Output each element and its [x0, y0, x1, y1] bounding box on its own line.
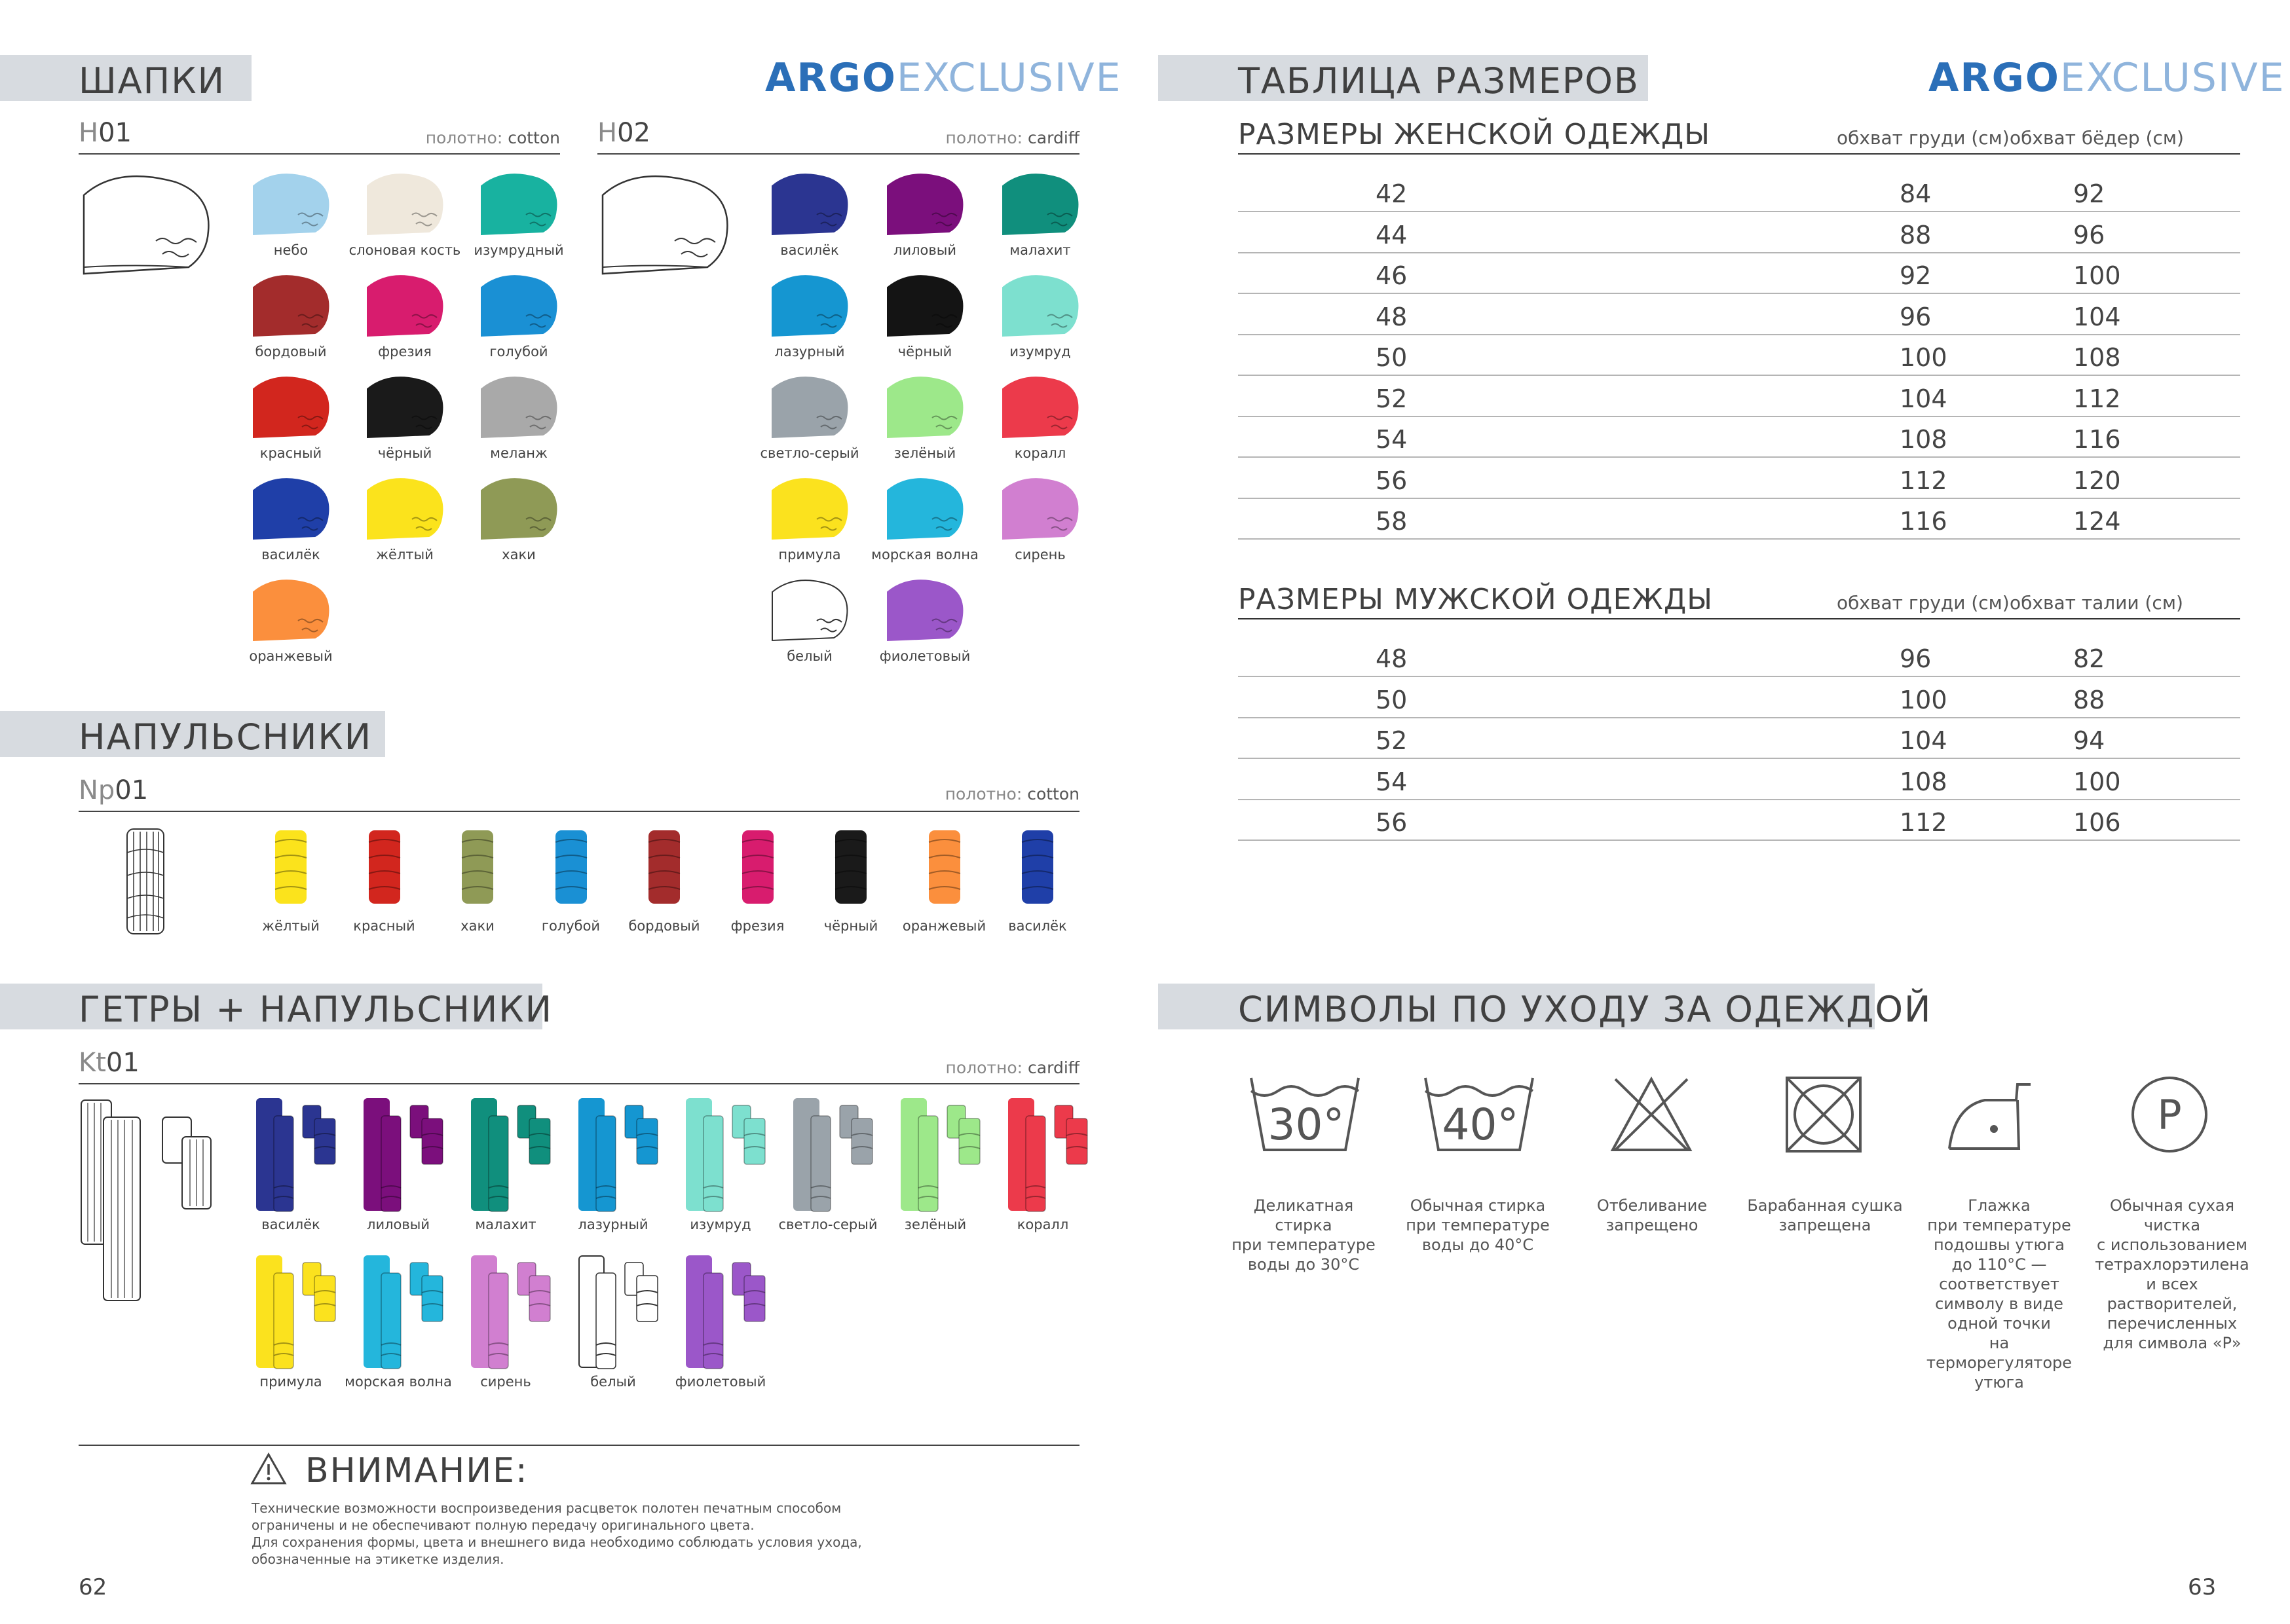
size-value: 50	[1376, 685, 1408, 714]
product-code-h02: H02	[597, 118, 650, 148]
legwarmer-swatch	[791, 1096, 876, 1214]
sizes-title: ТАБЛИЦА РАЗМЕРОВ	[1238, 60, 1640, 101]
h01-swatch	[250, 373, 332, 443]
h01-color-label: хаки	[502, 547, 536, 563]
h01-color-label: оранжевый	[249, 648, 333, 664]
chest-value: 112	[1900, 808, 1947, 837]
wristband-swatch	[1019, 828, 1056, 906]
fabric-h01: полотно: cotton	[425, 128, 560, 147]
size-value: 42	[1376, 179, 1408, 208]
chest-value: 100	[1900, 685, 1947, 714]
men-table-row	[1238, 799, 2240, 841]
h01-color-label: слоновая кость	[348, 242, 461, 258]
h02-color-label: примула	[778, 547, 841, 563]
wristband-swatch	[833, 828, 869, 906]
women-table-row	[1238, 457, 2240, 499]
chest-value: 84	[1900, 179, 1932, 208]
legwarmer-swatch	[469, 1096, 554, 1214]
h01-swatch	[250, 475, 332, 544]
brand-logo-left	[765, 55, 1122, 101]
page-number-right: 63	[2188, 1574, 2217, 1600]
h01-swatch	[364, 373, 446, 443]
h02-color-label: фиолетовый	[879, 648, 971, 664]
legwarmer-color-label: лазурный	[578, 1217, 648, 1232]
care-symbol-description: Отбеливание запрещено	[1596, 1196, 1708, 1234]
h01-swatch	[250, 170, 332, 240]
wristbands-title: НАПУЛЬСНИКИ	[79, 716, 373, 758]
chest-value: 116	[1900, 507, 1947, 536]
h01-swatch	[478, 170, 560, 240]
legwarmers-title: ГЕТРЫ + НАПУЛЬСНИКИ	[79, 989, 553, 1030]
size-value: 50	[1376, 343, 1408, 372]
h01-swatch	[478, 475, 560, 544]
product-code-kt01: Kt01	[79, 1048, 140, 1078]
h02-swatch	[768, 373, 851, 443]
care-symbol-description: Обычная сухая чистка с использованием тетрахлорэтилена и всех растворителей, перечисленных для символа «P»	[2095, 1196, 2249, 1352]
wash-40-icon	[1421, 1074, 1537, 1155]
brand-part2: EXCLUSIVE	[896, 55, 1122, 101]
men-table-row	[1238, 758, 2240, 800]
h01-swatch	[250, 576, 332, 646]
legwarmer-swatch	[469, 1253, 554, 1371]
men-table-top-rule	[1238, 618, 2240, 619]
fabric-h02: полотно: cardiff	[945, 128, 1079, 147]
care-symbol-description: Барабанная сушка запрещена	[1747, 1196, 1903, 1234]
brand-part1: ARGO	[765, 55, 897, 101]
hat-outline-h01	[77, 169, 215, 280]
wristband-swatch	[459, 828, 496, 906]
chest-value: 88	[1900, 220, 1932, 249]
legwarmer-swatch	[899, 1096, 984, 1214]
h01-swatch	[250, 272, 332, 341]
legwarmer-color-label: фиолетовый	[675, 1374, 766, 1390]
women-table-row	[1238, 252, 2240, 294]
h02-swatch	[884, 475, 966, 544]
svg-text:P: P	[2157, 1091, 2182, 1139]
size-value: 56	[1376, 808, 1408, 837]
h02-color-label: малахит	[1009, 242, 1071, 258]
h02-color-label: сирень	[1015, 547, 1066, 563]
women-table-row	[1238, 498, 2240, 540]
fabric-np01: полотно: cotton	[945, 784, 1079, 803]
second-measure-value: 112	[2073, 384, 2121, 413]
h02-swatch	[884, 170, 966, 240]
fabric-kt01: полотно: cardiff	[945, 1058, 1079, 1077]
warning-text: Технические возможности воспроизведения расцветок полотен печатным способом ограничены и не обеспечивают полную передачу оригинального цвета. Для сохранения формы, цвета и внешнего вида необходимо соблюдать условия ухода, обозначенные на этикетке изделия.	[252, 1500, 862, 1567]
h02-swatch	[999, 475, 1081, 544]
h02-color-label: морская волна	[871, 547, 979, 563]
size-value: 54	[1376, 425, 1408, 454]
divider-np01	[79, 811, 1079, 812]
h02-swatch	[884, 373, 966, 443]
chest-value: 96	[1900, 644, 1932, 673]
second-measure-value: 108	[2073, 343, 2121, 372]
h02-swatch	[768, 170, 851, 240]
legwarmer-swatch	[362, 1096, 447, 1214]
chest-value: 104	[1900, 384, 1947, 413]
second-measure-value: 82	[2073, 644, 2105, 673]
h02-swatch	[999, 272, 1081, 341]
second-measure-value: 100	[2073, 261, 2121, 290]
second-measure-value: 96	[2073, 220, 2105, 249]
size-value: 44	[1376, 220, 1408, 249]
divider-warning	[79, 1445, 1079, 1446]
h01-color-label: меланж	[490, 445, 548, 461]
men-table-title: РАЗМЕРЫ МУЖСКОЙ ОДЕЖДЫ	[1238, 583, 1714, 616]
no-tumble-dry-icon	[1783, 1074, 1864, 1155]
wristband-swatch	[366, 828, 403, 906]
care-title: СИМВОЛЫ ПО УХОДУ ЗА ОДЕЖДОЙ	[1238, 989, 1932, 1030]
legwarmer-swatch	[684, 1096, 769, 1214]
chest-value: 92	[1900, 261, 1932, 290]
wash-30-icon	[1247, 1074, 1362, 1155]
care-symbol-description: Деликатная стирка при температуре воды до 30°C	[1231, 1196, 1376, 1274]
legwarmer-color-label: примула	[259, 1374, 322, 1390]
h02-swatch	[884, 576, 966, 646]
chest-value: 108	[1900, 767, 1947, 796]
second-measure-value: 94	[2073, 726, 2105, 755]
women-table-row	[1238, 293, 2240, 335]
chest-value: 96	[1900, 302, 1932, 331]
men-size-table	[1238, 635, 2240, 845]
size-value: 48	[1376, 644, 1408, 673]
size-value: 52	[1376, 384, 1408, 413]
legwarmer-color-label: лиловый	[367, 1217, 430, 1232]
h01-color-label: василёк	[261, 547, 320, 563]
wristband-color-label: бордовый	[628, 918, 700, 934]
wristband-outline	[124, 826, 166, 938]
legwarmer-color-label: изумруд	[690, 1217, 751, 1232]
warning-icon	[250, 1452, 287, 1485]
wristband-color-label: голубой	[541, 918, 601, 934]
h01-swatch	[364, 272, 446, 341]
product-code-np01: Np01	[79, 775, 149, 805]
wristband-swatch	[272, 828, 309, 906]
brand-logo-right: ARGOEXCLUSIVE	[1928, 55, 2285, 101]
legwarmer-color-label: сирень	[480, 1374, 531, 1390]
h02-swatch	[999, 373, 1081, 443]
legwarmer-outline	[77, 1098, 221, 1307]
second-measure-value: 106	[2073, 808, 2121, 837]
men-col-waist: обхват талии (см)	[2010, 592, 2183, 614]
legwarmer-color-label: коралл	[1017, 1217, 1069, 1232]
legwarmer-color-label: малахит	[475, 1217, 536, 1232]
legwarmer-color-label: зелёный	[904, 1217, 967, 1232]
legwarmer-swatch	[254, 1096, 339, 1214]
women-table-top-rule	[1238, 153, 2240, 155]
women-table-row	[1238, 212, 2240, 253]
h01-swatch	[364, 475, 446, 544]
wristband-color-label: фрезия	[730, 918, 785, 934]
chest-value: 100	[1900, 343, 1947, 372]
legwarmer-swatch	[1006, 1096, 1091, 1214]
h01-color-label: чёрный	[377, 445, 432, 461]
wristband-color-label: оранжевый	[902, 918, 986, 934]
wristband-color-label: жёлтый	[262, 918, 320, 934]
men-col-chest: обхват груди (см)	[1837, 592, 2010, 614]
hat-outline-h02	[596, 169, 734, 280]
page-number-left: 62	[79, 1574, 107, 1600]
size-value: 48	[1376, 302, 1408, 331]
divider-h01	[79, 153, 560, 155]
h02-color-label: изумруд	[1009, 344, 1071, 360]
wristband-color-label: хаки	[460, 918, 495, 934]
no-bleach-icon	[1609, 1074, 1694, 1155]
second-measure-value: 116	[2073, 425, 2121, 454]
men-table-row	[1238, 635, 2240, 677]
h01-swatch	[478, 373, 560, 443]
legwarmer-swatch	[254, 1253, 339, 1371]
warning-title: ВНИМАНИЕ:	[305, 1451, 529, 1490]
size-value: 54	[1376, 767, 1408, 796]
divider-h02	[597, 153, 1079, 155]
care-symbol-description: Обычная стирка при температуре воды до 40°C	[1406, 1196, 1550, 1254]
care-symbol-description: Глажка при температуре подошвы утюга до 110°C — соответствует символу в виде одной точки на терморегуляторе утюга	[1926, 1196, 2073, 1392]
women-table-row	[1238, 170, 2240, 212]
women-table-row	[1238, 375, 2240, 417]
wristband-color-label: чёрный	[823, 918, 878, 934]
h02-color-label: чёрный	[897, 344, 952, 360]
legwarmer-color-label: морская волна	[345, 1374, 452, 1390]
legwarmer-color-label: светло-серый	[778, 1217, 878, 1232]
product-code-h01: H01	[79, 118, 132, 148]
size-value: 58	[1376, 507, 1408, 536]
women-col-chest: обхват груди (см)	[1837, 127, 2010, 149]
h01-color-label: бордовый	[255, 344, 327, 360]
h01-color-label: голубой	[489, 344, 548, 360]
chest-value: 104	[1900, 726, 1947, 755]
iron-one-dot-icon	[1945, 1080, 2037, 1153]
men-table-row	[1238, 717, 2240, 759]
svg-text:30°: 30°	[1267, 1099, 1345, 1150]
size-value: 52	[1376, 726, 1408, 755]
size-value: 56	[1376, 466, 1408, 495]
second-measure-value: 100	[2073, 767, 2121, 796]
h02-color-label: светло-серый	[760, 445, 859, 461]
h02-color-label: коралл	[1014, 445, 1066, 461]
wristband-color-label: василёк	[1008, 918, 1067, 934]
men-table-row	[1238, 676, 2240, 718]
h01-color-label: изумрудный	[474, 242, 564, 258]
second-measure-value: 88	[2073, 685, 2105, 714]
legwarmer-swatch	[362, 1253, 447, 1371]
women-table-row	[1238, 334, 2240, 376]
chest-value: 112	[1900, 466, 1947, 495]
h01-swatch	[478, 272, 560, 341]
h02-color-label: зелёный	[893, 445, 956, 461]
women-size-table	[1238, 170, 2240, 544]
wristband-swatch	[740, 828, 776, 906]
size-value: 46	[1376, 261, 1408, 290]
chest-value: 108	[1900, 425, 1947, 454]
second-measure-value: 120	[2073, 466, 2121, 495]
h01-color-label: красный	[259, 445, 322, 461]
women-table-row	[1238, 416, 2240, 458]
h02-swatch	[768, 272, 851, 341]
h01-color-label: фрезия	[378, 344, 432, 360]
wristband-swatch	[553, 828, 590, 906]
h01-color-label: жёлтый	[376, 547, 434, 563]
second-measure-value: 104	[2073, 302, 2121, 331]
h02-swatch	[768, 475, 851, 544]
h02-swatch	[884, 272, 966, 341]
h02-swatch	[999, 170, 1081, 240]
svg-text:40°: 40°	[1442, 1099, 1519, 1150]
hats-title: ШАПКИ	[79, 60, 226, 101]
second-measure-value: 92	[2073, 179, 2105, 208]
legwarmer-color-label: белый	[590, 1374, 636, 1390]
wristband-swatch	[646, 828, 683, 906]
dry-clean-p-icon	[2129, 1074, 2210, 1155]
legwarmer-swatch	[576, 1096, 662, 1214]
wristband-swatch	[926, 828, 963, 906]
h01-swatch	[364, 170, 446, 240]
legwarmer-swatch	[684, 1253, 769, 1371]
legwarmer-color-label: василёк	[261, 1217, 320, 1232]
legwarmer-swatch	[576, 1253, 662, 1371]
h01-color-label: небо	[273, 242, 309, 258]
h02-color-label: лазурный	[774, 344, 845, 360]
women-col-hips: обхват бёдер (см)	[2010, 127, 2184, 149]
wristband-color-label: красный	[353, 918, 415, 934]
women-table-title: РАЗМЕРЫ ЖЕНСКОЙ ОДЕЖДЫ	[1238, 118, 1711, 151]
h02-swatch	[768, 576, 851, 646]
h02-color-label: василёк	[780, 242, 839, 258]
h02-color-label: лиловый	[893, 242, 956, 258]
second-measure-value: 124	[2073, 507, 2121, 536]
h02-color-label: белый	[787, 648, 833, 664]
divider-kt01	[79, 1083, 1079, 1084]
